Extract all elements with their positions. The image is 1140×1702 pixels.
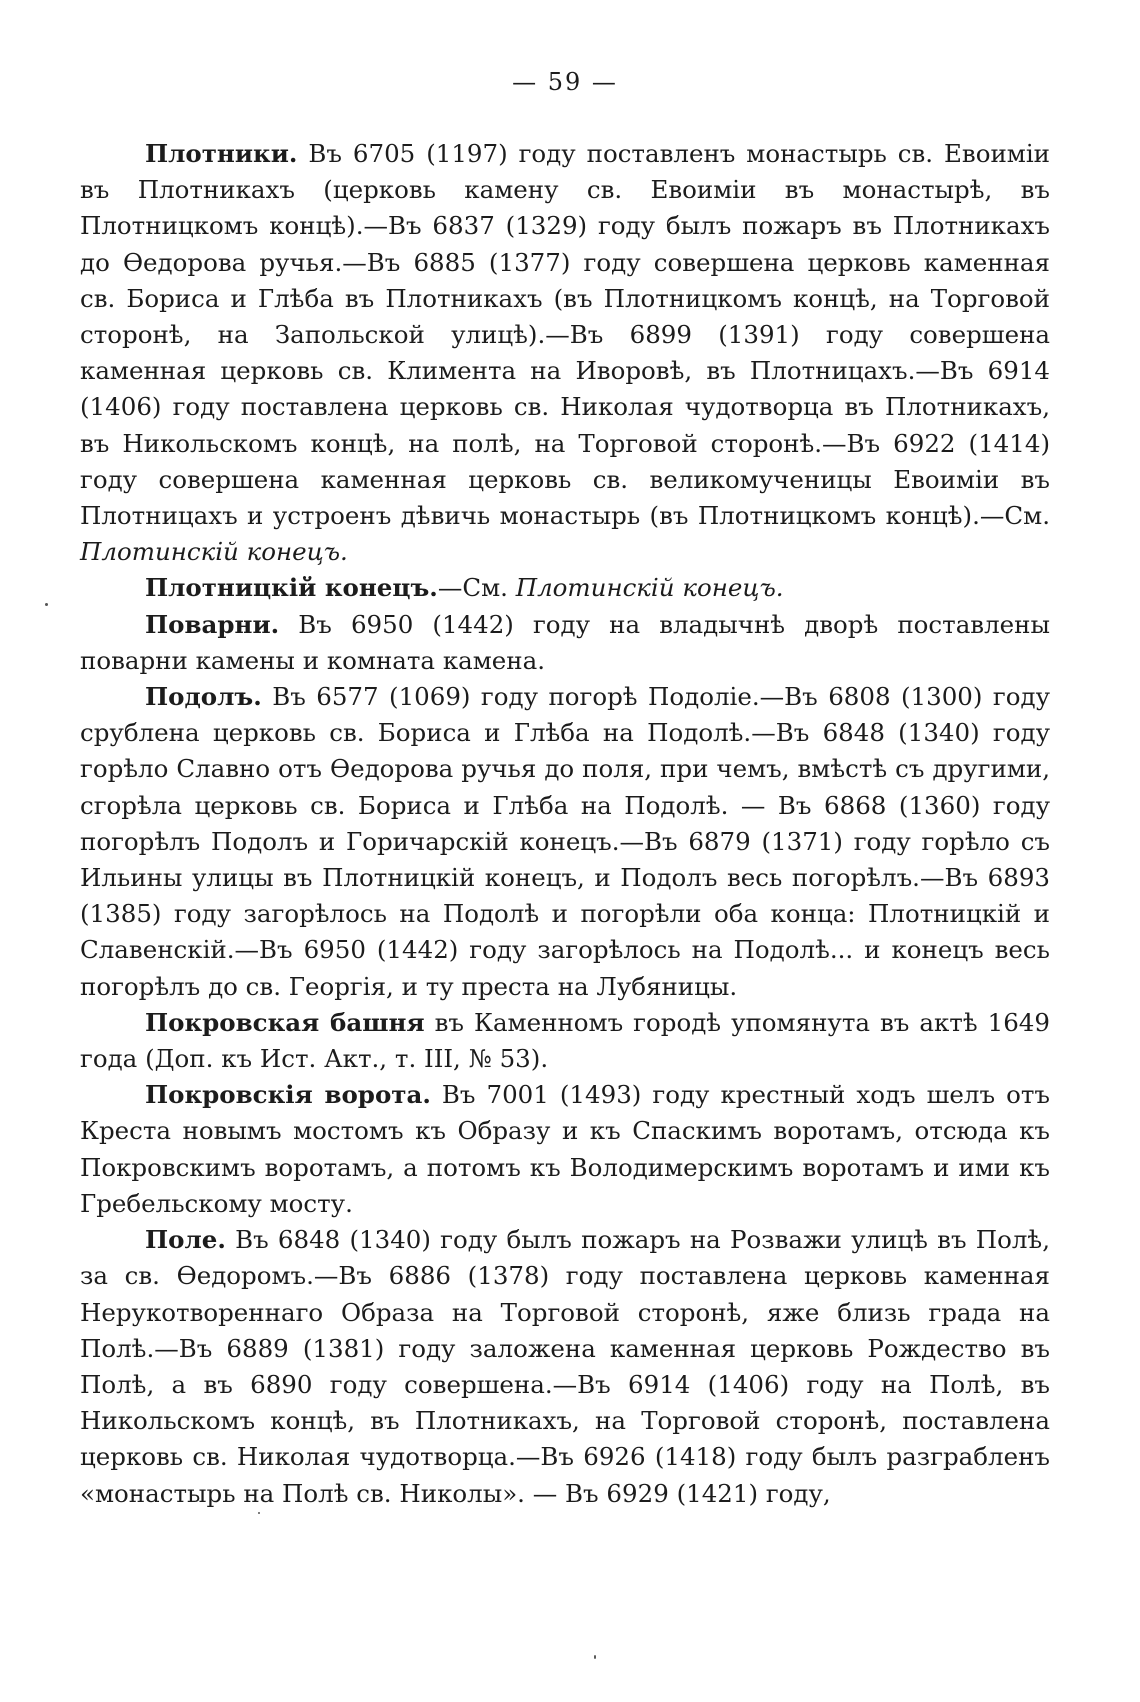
page-number: — 59 — (512, 68, 618, 96)
print-speck (258, 1512, 260, 1514)
entry-plotnitskiy-konets (80, 570, 1050, 606)
entry-heading: Поле. (145, 1225, 226, 1255)
entry-plotniki (80, 136, 1050, 570)
entry-pokrovskaya-bashnya (80, 1005, 1050, 1077)
entry-text: Въ 7001 (1493) году крестный ходъ шелъ отъ Креста новымъ мостомъ къ Образу и къ Спаскимъ воротамъ, отсюда къ Покровскимъ воротамъ, а потомъ къ Володимерскимъ воротамъ и ими къ Гребельскому мосту. (80, 1080, 1050, 1218)
entry-heading: Покровскія ворота. (145, 1080, 431, 1110)
entry-povarni (80, 607, 1050, 679)
entry-text: Въ 6705 (1197) году поставленъ монастырь св. Евоиміи въ Плотникахъ (церковь камену св. Евоиміи въ монастырѣ, въ Плотницкомъ концѣ).—Въ 6837 (1329) году былъ пожаръ въ Плотникахъ до Өедорова ручья.—Въ 6885 (1377) году совершена церковь каменная св. Бориса и Глѣба въ Плотникахъ (въ Плотницкомъ концѣ, на Торговой сторонѣ, на Запольской улицѣ).—Въ 6899 (1391) году совершена каменная церковь св. Климента на Иворовѣ, въ Плотницахъ.—Въ 6914 (1406) году поставлена церковь св. Николая чудотворца въ Плотникахъ, въ Никольскомъ концѣ, на полѣ, на Торговой сторонѣ.—Въ 6922 (1414) году совершена каменная церковь св. великомученицы Евоиміи въ Плотницахъ и устроенъ дѣвичь монастырь (въ Плотницкомъ концѣ).—См. (80, 139, 1050, 531)
entry-text: —См. (437, 573, 516, 603)
entry-heading: Покровская башня (145, 1007, 425, 1037)
entry-heading: Подолъ. (145, 682, 262, 712)
entry-cross-reference: Плотинскій конецъ. (80, 537, 348, 567)
entry-text: Въ 6950 (1442) году на владычнѣ дворѣ поставлены поварни камены и комната камена. (80, 609, 1050, 675)
entry-heading: Плотницкій конецъ. (145, 573, 438, 603)
entry-text: Въ 6848 (1340) году былъ пожаръ на Розважи улицѣ въ Полѣ, за св. Өедоромъ.—Въ 6886 (1378) году поставлена церковь каменная Нерукотвореннаго Образа на Торговой сторонѣ, яже близь града на Полѣ.—Въ 6889 (1381) году заложена каменная церковь Рождество въ Полѣ, а въ 6890 году совершена.—Въ 6914 (1406) году на Полѣ, въ Никольскомъ концѣ, въ Плотникахъ, на Торговой сторонѣ, поставлена церковь св. Николая чудотворца.—Въ 6926 (1418) году былъ разграбленъ «монастырь на Полѣ св. Николы». — Въ 6929 (1421) году, (80, 1225, 1050, 1508)
entry-podol (80, 679, 1050, 1005)
print-speck (594, 1655, 596, 1659)
print-speck (45, 603, 48, 606)
entry-heading: Поварни. (145, 609, 280, 639)
entry-pole (80, 1222, 1050, 1512)
entry-text: въ Каменномъ городѣ упомянута въ актѣ 1649 года (Доп. къ Ист. Акт., т. III, № 53). (80, 1007, 1050, 1074)
entry-cross-reference: Плотинскій конецъ. (515, 573, 784, 603)
entry-text: Въ 6577 (1069) году погорѣ Подоліе.—Въ 6808 (1300) году срублена церковь св. Бориса и Глѣба на Подолѣ.—Въ 6848 (1340) году горѣло Славно отъ Өедорова ручья до поля, при чемъ, вмѣстѣ съ другими, сгорѣла церковь св. Бориса и Глѣба на Подолѣ. — Въ 6868 (1360) году погорѣлъ Подолъ и Горичарскій конецъ.—Въ 6879 (1371) году горѣло съ Ильины улицы въ Плотницкій конецъ, и Подолъ весь погорѣлъ.—Въ 6893 (1385) году загорѣлось на Подолѣ и погорѣли оба конца: Плотницкій и Славенскій.—Въ 6950 (1442) году загорѣлось на Подолѣ... и конецъ весь погорѣлъ до св. Георгія, и ту преста на Лубяницы. (80, 682, 1050, 1001)
entry-pokrovskiya-vorota (80, 1077, 1050, 1222)
entry-heading: Плотники. (145, 139, 298, 168)
